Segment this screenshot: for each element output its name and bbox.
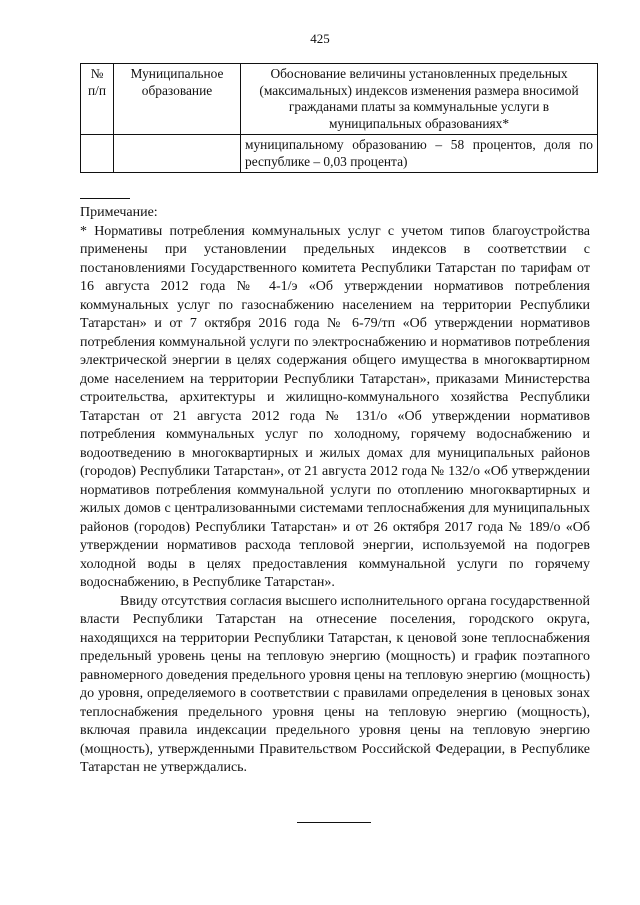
tariff-table xyxy=(80,63,598,173)
table-cell-number xyxy=(81,135,114,173)
column-header-municipality: Муниципальное образование xyxy=(114,64,241,135)
end-divider xyxy=(297,822,371,823)
note-section xyxy=(80,204,590,778)
page-number: 425 xyxy=(310,31,330,46)
note-heading: Примечание: xyxy=(80,205,158,220)
table-cell-municipality xyxy=(114,135,241,173)
note-paragraph-1: * Нормативы потребления коммунальных услуг с учетом типов благоустройства применены при установлении предельных индексов в соответствии с постановлениями Государственного комитета Республики Татарстан по тарифам от 16 августа 2012 года № 4-1/э «Об утверждении нормативов потребления коммунальных услуг по газоснабжению населением на территории Республики Татарстан» и от 7 октября 2016 года № 6-79/тп «Об утверждении нормативов потребления коммунальной услуги по электроснабжению и нормативов потребления электрической энергии в целях содержания общего имущества в многоквартирном доме населением на территории Республики Татарстан», приказами Министерства строительства, архитектуры и жилищно-коммунального хозяйства Республики Татарстан от 21 августа 2012 года № 131/о «Об утверждении нормативов потребления коммунальных услуг по холодному, горячему водоснабжению и водоотведению в многоквартирных и жилых домах для муниципальных районов (городов) Республики Татарстан», от 21 августа 2012 года № 132/о «Об утверждении нормативов потребления коммунальной услуги по отоплению многоквартирных и жилых домов с централизованными системами теплоснабжения для муниципальных районов (городов) Республики Татарстан» и от 26 октября 2017 года № 189/о «Об утверждении нормативов расхода тепловой энергии, используемой на подогрев холодной воды в целях предоставления коммунальной услуги по горячему водоснабжению, в Республике Татарстан». xyxy=(80,223,590,590)
table-cell-justification: муниципальному образованию – 58 процентов, доля по республике – 0,03 процента) xyxy=(241,135,598,173)
table-row xyxy=(81,135,598,173)
column-header-justification: Обоснование величины установленных предельных (максимальных) индексов изменения размера вносимой гражданами платы за коммунальные услуги в муниципальных образованиях* xyxy=(241,64,598,135)
footnote-divider xyxy=(80,198,130,199)
table-header-row xyxy=(81,64,598,135)
note-paragraph-2: Ввиду отсутствия согласия высшего исполнительного органа государственной власти Республики Татарстан на отнесение поселения, городского округа, находящихся на территории Республики Татарстан, к ценовой зоне теплоснабжения предельный уровень цены на тепловую энергию (мощность) и график поэтапного равномерного доведения предельного уровня цены на тепловую энергию (мощность) до уровня, определяемого в соответствии с правилами определения в ценовых зонах теплоснабжения предельного уровня цены на тепловую энергию (мощность), включая правила индексации предельного уровня цены на тепловую энергию (мощность), утвержденными Правительством Российской Федерации, в Республике Татарстан не утверждались. xyxy=(80,593,590,775)
column-header-number: № п/п xyxy=(81,64,114,135)
